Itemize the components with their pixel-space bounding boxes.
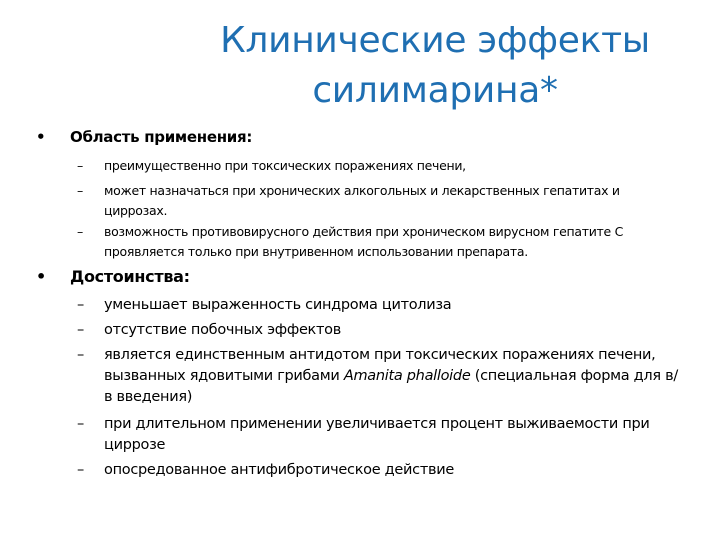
dash-icon: – xyxy=(77,322,84,338)
list-item-text: возможность противовирусного действия при хроническом вирусном гепатите С проявляется только при внутривенном использовании препарата. xyxy=(104,224,624,259)
list-item-text: при длительном применении увеличивается процент выживаемости при циррозе xyxy=(104,416,650,453)
species-name: Amanita phalloide xyxy=(343,368,471,384)
list-item-text xyxy=(104,345,679,408)
list-item-text: может назначаться при хронических алкогольных и лекарственных гепатитах и циррозах. xyxy=(104,183,620,218)
dash-icon: – xyxy=(77,158,83,173)
bullet-icon: • xyxy=(36,128,46,146)
slide-title-line-1: Клинические эффекты xyxy=(220,20,650,61)
section-heading-text: Область применения: xyxy=(70,128,253,146)
bullet-icon: • xyxy=(36,267,46,286)
antidote-text-after: (специальная форма для в/в введения) xyxy=(104,368,678,405)
list-item-text: отсутствие побочных эффектов xyxy=(104,322,341,338)
slide-title-line-2: силимарина* xyxy=(312,70,558,111)
dash-icon: – xyxy=(77,462,84,478)
dash-icon: – xyxy=(77,297,84,313)
dash-icon: – xyxy=(77,183,83,198)
list-item-text: уменьшает выраженность синдрома цитолиза xyxy=(104,297,452,313)
dash-icon: – xyxy=(77,347,84,363)
list-item-text: преимущественно при токсических поражениях печени, xyxy=(104,158,466,173)
list-item-text: опосредованное антифибротическое действие xyxy=(104,462,454,478)
antidote-text-before: является единственным антидотом при токсических поражениях печени, вызванных ядовитыми грибами xyxy=(104,347,656,384)
dash-icon: – xyxy=(77,416,84,432)
dash-icon: – xyxy=(77,224,83,239)
section-heading-text: Достоинства: xyxy=(70,267,190,286)
